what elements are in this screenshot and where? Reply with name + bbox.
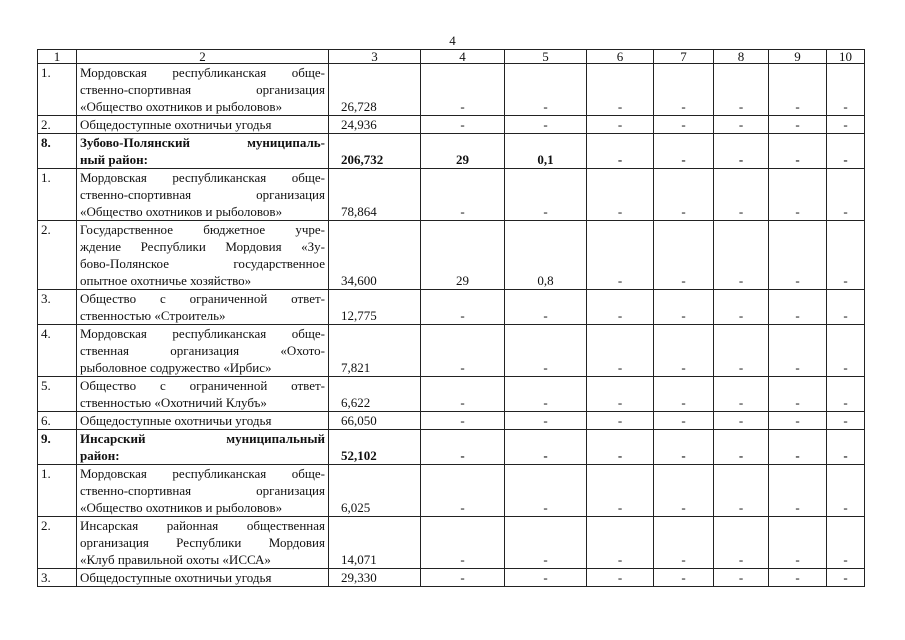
area-value: 29,330 bbox=[329, 569, 421, 587]
organization-name bbox=[77, 377, 329, 412]
row-number: 4. bbox=[38, 325, 77, 377]
col6-value: - bbox=[587, 569, 654, 587]
organization-name bbox=[77, 465, 329, 517]
table-row bbox=[38, 430, 865, 465]
header-cell: 10 bbox=[827, 50, 865, 64]
row-number: 8. bbox=[38, 134, 77, 169]
col9-value: - bbox=[769, 221, 827, 290]
col5-value: - bbox=[505, 517, 587, 569]
header-cell: 7 bbox=[654, 50, 714, 64]
organization-name-line: рыболовное содружество «Ирбис» bbox=[80, 360, 272, 375]
col9-value: - bbox=[769, 169, 827, 221]
table-row bbox=[38, 377, 865, 412]
table-row bbox=[38, 569, 865, 587]
col10-value: - bbox=[827, 134, 865, 169]
area-value: 24,936 bbox=[329, 116, 421, 134]
area-value: 52,102 bbox=[329, 430, 421, 465]
organization-name-line: ждение Республики Мордовия «Зу- bbox=[80, 239, 325, 254]
col4-value: - bbox=[421, 290, 505, 325]
row-number: 3. bbox=[38, 290, 77, 325]
col10-value: - bbox=[827, 412, 865, 430]
col7-value: - bbox=[654, 430, 714, 465]
col4-value: - bbox=[421, 569, 505, 587]
table-row bbox=[38, 412, 865, 430]
col10-value: - bbox=[827, 290, 865, 325]
col10-value: - bbox=[827, 169, 865, 221]
organization-name bbox=[77, 116, 329, 134]
col6-value: - bbox=[587, 325, 654, 377]
header-cell: 2 bbox=[77, 50, 329, 64]
organization-name bbox=[77, 134, 329, 169]
organization-name-line: Общество с ограниченной ответ- bbox=[80, 291, 325, 306]
organization-name-line: ственная организация «Охото- bbox=[80, 343, 325, 358]
hunting-grounds-table bbox=[37, 49, 865, 587]
organization-name-line: Государственное бюджетное учре- bbox=[80, 222, 325, 237]
table-row bbox=[38, 64, 865, 116]
organization-name-line: организация Республики Мордовия bbox=[80, 535, 325, 550]
col5-value: - bbox=[505, 169, 587, 221]
col8-value: - bbox=[714, 465, 769, 517]
page-number: 4 bbox=[449, 33, 456, 48]
table-row bbox=[38, 465, 865, 517]
col4-value: - bbox=[421, 430, 505, 465]
col10-value: - bbox=[827, 430, 865, 465]
col4-value: - bbox=[421, 517, 505, 569]
area-value: 34,600 bbox=[329, 221, 421, 290]
col5-value: - bbox=[505, 377, 587, 412]
col8-value: - bbox=[714, 290, 769, 325]
col9-value: - bbox=[769, 64, 827, 116]
organization-name-line: Мордовская республиканская обще- bbox=[80, 170, 325, 185]
organization-name bbox=[77, 325, 329, 377]
organization-name-line: ный район: bbox=[80, 152, 148, 167]
col7-value: - bbox=[654, 134, 714, 169]
header-cell: 1 bbox=[38, 50, 77, 64]
organization-name bbox=[77, 569, 329, 587]
organization-name bbox=[77, 221, 329, 290]
col9-value: - bbox=[769, 116, 827, 134]
organization-name bbox=[77, 430, 329, 465]
area-value: 14,071 bbox=[329, 517, 421, 569]
organization-name-line: Общедоступные охотничьи угодья bbox=[80, 570, 272, 585]
col9-value: - bbox=[769, 569, 827, 587]
col7-value: - bbox=[654, 517, 714, 569]
organization-name bbox=[77, 517, 329, 569]
col6-value: - bbox=[587, 169, 654, 221]
organization-name bbox=[77, 412, 329, 430]
col6-value: - bbox=[587, 116, 654, 134]
col7-value: - bbox=[654, 64, 714, 116]
col10-value: - bbox=[827, 377, 865, 412]
col4-value: - bbox=[421, 169, 505, 221]
table-row bbox=[38, 134, 865, 169]
col8-value: - bbox=[714, 517, 769, 569]
header-row bbox=[38, 50, 865, 64]
organization-name-line: ственностью «Строитель» bbox=[80, 308, 226, 323]
organization-name bbox=[77, 64, 329, 116]
col9-value: - bbox=[769, 412, 827, 430]
row-number: 9. bbox=[38, 430, 77, 465]
col8-value: - bbox=[714, 64, 769, 116]
col4-value: - bbox=[421, 116, 505, 134]
col8-value: - bbox=[714, 169, 769, 221]
col4-value: - bbox=[421, 465, 505, 517]
area-value: 12,775 bbox=[329, 290, 421, 325]
organization-name-line: «Общество охотников и рыболовов» bbox=[80, 204, 283, 219]
header-cell: 6 bbox=[587, 50, 654, 64]
col5-value: - bbox=[505, 116, 587, 134]
col6-value: - bbox=[587, 517, 654, 569]
col10-value: - bbox=[827, 221, 865, 290]
organization-name-line: опытное охотничье хозяйство» bbox=[80, 273, 252, 288]
col9-value: - bbox=[769, 377, 827, 412]
col9-value: - bbox=[769, 325, 827, 377]
header-cell: 9 bbox=[769, 50, 827, 64]
area-value: 78,864 bbox=[329, 169, 421, 221]
area-value: 7,821 bbox=[329, 325, 421, 377]
organization-name bbox=[77, 290, 329, 325]
row-number: 1. bbox=[38, 64, 77, 116]
col8-value: - bbox=[714, 430, 769, 465]
col7-value: - bbox=[654, 169, 714, 221]
col8-value: - bbox=[714, 221, 769, 290]
organization-name-line: ственно-спортивная организация bbox=[80, 483, 325, 498]
col8-value: - bbox=[714, 116, 769, 134]
organization-name-line: «Общество охотников и рыболовов» bbox=[80, 99, 283, 114]
col9-value: - bbox=[769, 517, 827, 569]
organization-name-line: ственно-спортивная организация bbox=[80, 187, 325, 202]
organization-name-line: ственностью «Охотничий Клубъ» bbox=[80, 395, 267, 410]
col4-value: 29 bbox=[421, 221, 505, 290]
col6-value: - bbox=[587, 290, 654, 325]
table-row bbox=[38, 517, 865, 569]
row-number: 2. bbox=[38, 116, 77, 134]
col7-value: - bbox=[654, 221, 714, 290]
col10-value: - bbox=[827, 569, 865, 587]
col8-value: - bbox=[714, 325, 769, 377]
row-number: 1. bbox=[38, 465, 77, 517]
organization-name-line: Мордовская республиканская обще- bbox=[80, 326, 325, 341]
col5-value: - bbox=[505, 64, 587, 116]
col5-value: - bbox=[505, 569, 587, 587]
col7-value: - bbox=[654, 377, 714, 412]
table-row bbox=[38, 169, 865, 221]
row-number: 2. bbox=[38, 221, 77, 290]
organization-name-line: ственно-спортивная организация bbox=[80, 82, 325, 97]
area-value: 206,732 bbox=[329, 134, 421, 169]
organization-name-line: Зубово-Полянский муниципаль- bbox=[80, 135, 325, 150]
col9-value: - bbox=[769, 134, 827, 169]
col7-value: - bbox=[654, 116, 714, 134]
col6-value: - bbox=[587, 377, 654, 412]
table-row bbox=[38, 325, 865, 377]
header-cell: 4 bbox=[421, 50, 505, 64]
col5-value: 0,1 bbox=[505, 134, 587, 169]
organization-name-line: бово-Полянское государственное bbox=[80, 256, 325, 271]
col4-value: - bbox=[421, 64, 505, 116]
col5-value: 0,8 bbox=[505, 221, 587, 290]
col4-value: - bbox=[421, 325, 505, 377]
row-number: 1. bbox=[38, 169, 77, 221]
col5-value: - bbox=[505, 430, 587, 465]
organization-name-line: Мордовская республиканская обще- bbox=[80, 466, 325, 481]
table-row bbox=[38, 221, 865, 290]
col10-value: - bbox=[827, 64, 865, 116]
area-value: 66,050 bbox=[329, 412, 421, 430]
table-row bbox=[38, 290, 865, 325]
col8-value: - bbox=[714, 569, 769, 587]
col4-value: - bbox=[421, 412, 505, 430]
col8-value: - bbox=[714, 412, 769, 430]
col8-value: - bbox=[714, 134, 769, 169]
organization-name bbox=[77, 169, 329, 221]
organization-name-line: Общество с ограниченной ответ- bbox=[80, 378, 325, 393]
col7-value: - bbox=[654, 465, 714, 517]
col5-value: - bbox=[505, 325, 587, 377]
col4-value: - bbox=[421, 377, 505, 412]
organization-name-line: «Клуб правильной охоты «ИССА» bbox=[80, 552, 271, 567]
organization-name-line: Мордовская республиканская обще- bbox=[80, 65, 325, 80]
col10-value: - bbox=[827, 325, 865, 377]
header-cell: 3 bbox=[329, 50, 421, 64]
organization-name-line: район: bbox=[80, 448, 120, 463]
table-row bbox=[38, 116, 865, 134]
col5-value: - bbox=[505, 465, 587, 517]
area-value: 6,622 bbox=[329, 377, 421, 412]
header-cell: 5 bbox=[505, 50, 587, 64]
col6-value: - bbox=[587, 221, 654, 290]
row-number: 5. bbox=[38, 377, 77, 412]
col6-value: - bbox=[587, 64, 654, 116]
organization-name-line: Инсарская районная общественная bbox=[80, 518, 325, 533]
row-number: 6. bbox=[38, 412, 77, 430]
header-cell: 8 bbox=[714, 50, 769, 64]
col5-value: - bbox=[505, 290, 587, 325]
col9-value: - bbox=[769, 430, 827, 465]
organization-name-line: Инсарский муниципальный bbox=[80, 431, 325, 446]
organization-name-line: «Общество охотников и рыболовов» bbox=[80, 500, 283, 515]
col4-value: 29 bbox=[421, 134, 505, 169]
col10-value: - bbox=[827, 465, 865, 517]
row-number: 3. bbox=[38, 569, 77, 587]
col9-value: - bbox=[769, 465, 827, 517]
col7-value: - bbox=[654, 412, 714, 430]
area-value: 6,025 bbox=[329, 465, 421, 517]
col6-value: - bbox=[587, 134, 654, 169]
row-number: 2. bbox=[38, 517, 77, 569]
col10-value: - bbox=[827, 517, 865, 569]
col7-value: - bbox=[654, 569, 714, 587]
col6-value: - bbox=[587, 412, 654, 430]
col7-value: - bbox=[654, 290, 714, 325]
col10-value: - bbox=[827, 116, 865, 134]
col8-value: - bbox=[714, 377, 769, 412]
col5-value: - bbox=[505, 412, 587, 430]
col9-value: - bbox=[769, 290, 827, 325]
col7-value: - bbox=[654, 325, 714, 377]
col6-value: - bbox=[587, 465, 654, 517]
area-value: 26,728 bbox=[329, 64, 421, 116]
col6-value: - bbox=[587, 430, 654, 465]
organization-name-line: Общедоступные охотничьи угодья bbox=[80, 413, 272, 428]
organization-name-line: Общедоступные охотничьи угодья bbox=[80, 117, 272, 132]
